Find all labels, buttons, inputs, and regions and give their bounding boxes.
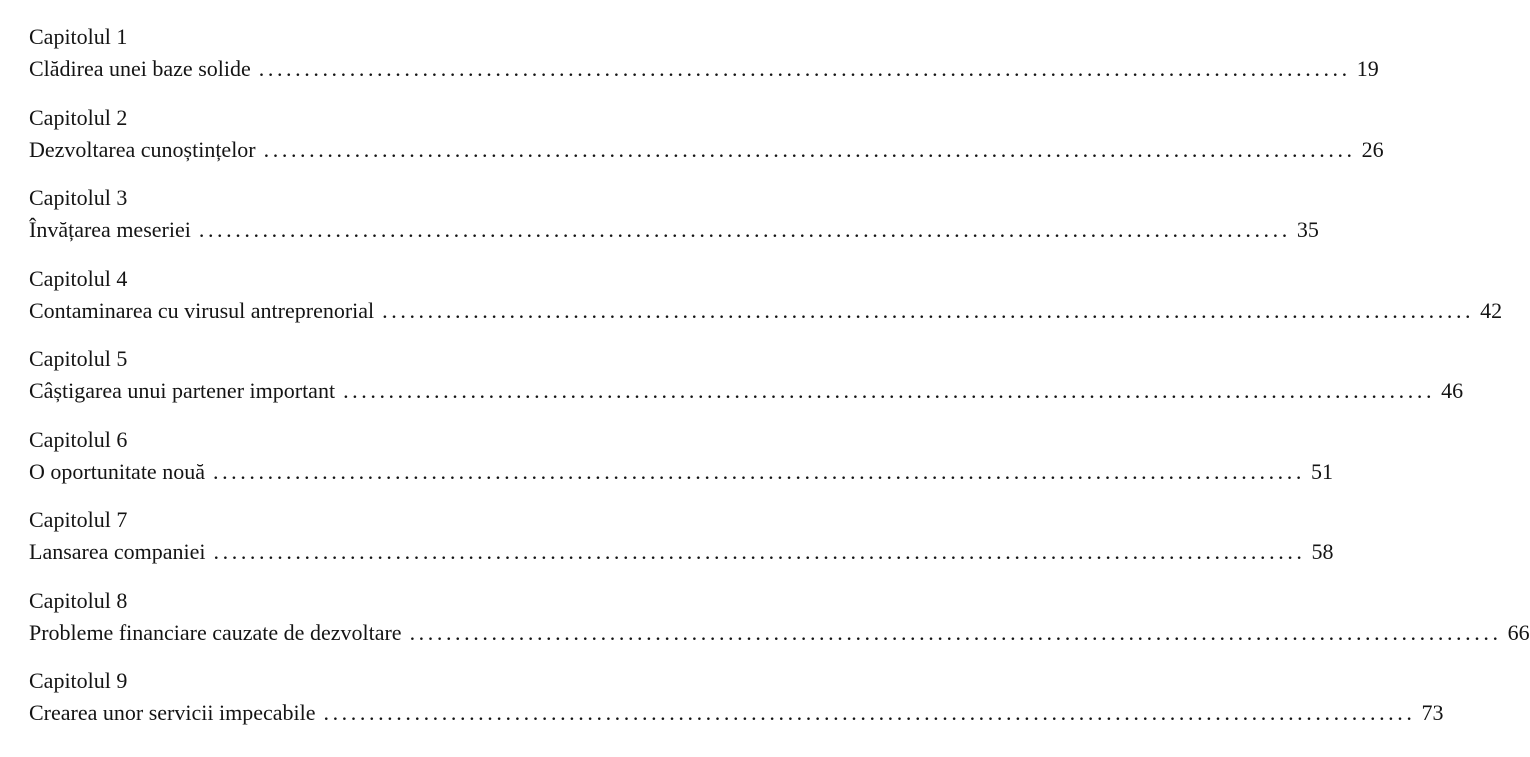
toc-row xyxy=(29,53,1379,85)
toc-entry xyxy=(29,424,1333,505)
toc-row xyxy=(29,375,1464,407)
chapter-label: Capitolul 8 xyxy=(29,587,128,613)
page-number: 26 xyxy=(1361,136,1384,162)
toc-entry xyxy=(29,263,1503,344)
toc-row xyxy=(29,697,1444,729)
toc-entry xyxy=(29,102,1384,183)
toc-row xyxy=(29,134,1384,166)
chapter-title: Dezvoltarea cunoștințelor xyxy=(29,136,256,162)
toc-entry xyxy=(29,182,1319,263)
dot-leader: ........................................................................................................................ xyxy=(212,458,1305,484)
chapter-title: Câștigarea unui partener important xyxy=(29,378,336,403)
chapter-title: Învățarea meseriei xyxy=(29,217,191,242)
chapter-label: Capitolul 4 xyxy=(29,265,128,291)
chapter-title: Lansarea companiei xyxy=(29,539,206,564)
chapter-title: Crearea unor servicii impecabile xyxy=(29,700,316,725)
toc-row xyxy=(29,617,1530,649)
page-number: 19 xyxy=(1356,56,1379,81)
chapter-title: Probleme financiare cauzate de dezvoltare xyxy=(29,619,402,645)
page-number: 58 xyxy=(1311,539,1334,564)
chapter-title: O oportunitate nouă xyxy=(29,458,205,484)
page-number: 46 xyxy=(1441,378,1464,403)
chapter-label: Capitolul 2 xyxy=(29,104,128,130)
chapter-label: Capitolul 5 xyxy=(29,346,128,371)
toc-entry xyxy=(29,343,1464,424)
page-number: 73 xyxy=(1421,700,1444,725)
chapter-label: Capitolul 6 xyxy=(29,426,128,452)
dot-leader: ........................................................................................................................ xyxy=(213,539,1306,564)
dot-leader: ........................................................................................................................ xyxy=(258,56,1351,81)
toc-row xyxy=(29,295,1503,327)
toc-entry xyxy=(29,665,1444,746)
chapter-label: Capitolul 1 xyxy=(29,24,128,49)
dot-leader: ........................................................................................................................ xyxy=(323,700,1416,725)
chapter-label: Capitolul 3 xyxy=(29,185,128,210)
dot-leader: ........................................................................................................................ xyxy=(409,619,1502,645)
chapter-title: Contaminarea cu virusul antreprenorial xyxy=(29,297,375,323)
toc-row xyxy=(29,456,1333,488)
toc-row xyxy=(29,214,1319,246)
toc-entry xyxy=(29,504,1334,585)
page-number: 66 xyxy=(1507,619,1530,645)
page-number: 42 xyxy=(1480,297,1503,323)
dot-leader: ........................................................................................................................ xyxy=(382,297,1475,323)
toc-row xyxy=(29,536,1334,568)
toc-entry xyxy=(29,585,1530,666)
page-number: 51 xyxy=(1310,458,1333,484)
dot-leader: ........................................................................................................................ xyxy=(198,217,1291,242)
chapter-label: Capitolul 9 xyxy=(29,668,128,693)
chapter-label: Capitolul 7 xyxy=(29,507,128,532)
page-number: 35 xyxy=(1296,217,1319,242)
dot-leader: ........................................................................................................................ xyxy=(263,136,1356,162)
chapter-title: Clădirea unei baze solide xyxy=(29,56,251,81)
table-of-contents xyxy=(29,21,1530,746)
dot-leader: ........................................................................................................................ xyxy=(343,378,1436,403)
toc-entry xyxy=(29,21,1379,102)
